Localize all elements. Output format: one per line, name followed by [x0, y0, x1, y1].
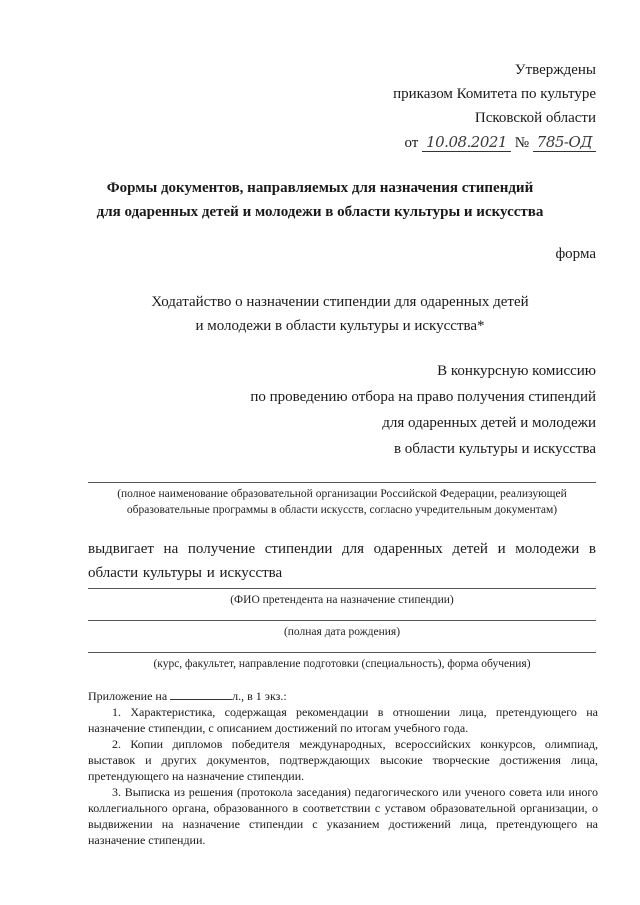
approval-number-value: 785-ОД [533, 133, 596, 152]
addressee-line-1: В конкурсную комиссию [437, 363, 596, 379]
approval-line-3: Псковской области [474, 110, 596, 126]
course-fill-line [88, 652, 596, 653]
approval-number-sign: № [514, 135, 530, 151]
organization-fill-line [88, 482, 596, 483]
form-label: форма [555, 246, 596, 262]
attachment-lead-prefix: Приложение на [88, 689, 168, 703]
attachment-list [88, 688, 598, 848]
birthdate-caption: (полная дата рождения) [283, 626, 401, 638]
attachment-pages-blank [170, 689, 232, 700]
fio-fill-line [88, 588, 596, 589]
document-title-line-2: для одаренных детей и молодежи в области культуры и искусства [96, 204, 544, 220]
document-title-line-1: Формы документов, направляемых для назначения стипендий [106, 180, 534, 196]
document-title [40, 176, 600, 224]
attachment-item-3: 3. Выписка из решения (протокола заседания) педагогического или ученого совета или иного коллегиального органа, образованного в соответствии с уставом образовательной организации, о выдвижении на назначение стипендии с указанием достижений лица, претендующего на назначение стипендии. [88, 785, 598, 847]
course-caption: (курс, факультет, направление подготовки (специальность), форма обучения) [153, 658, 531, 670]
approval-date-line [296, 130, 596, 155]
fio-caption: (ФИО претендента на назначение стипендии) [230, 594, 454, 606]
addressee-line-4: в области культуры и искусства [393, 441, 596, 457]
approval-block [296, 58, 596, 155]
addressee-line-3: для одаренных детей и молодежи [382, 415, 596, 431]
organization-caption: (полное наименование образовательной организации Российской Федерации, реализующей образовательные программы в области искусств, согласно учредительным документам) [117, 488, 567, 516]
attachment-item-1: 1. Характеристика, содержащая рекомендации в отношении лица, претендующего на назначение стипендии, с описанием достижений по итогам учебного года. [88, 705, 598, 735]
petition-title-line-1: Ходатайство о назначении стипендии для одаренных детей [151, 294, 529, 310]
attachment-item-2: 2. Копии дипломов победителя международных, всероссийских конкурсов, олимпиад, выставок и других документов, подтверждающих высокие творческие достижения лица, претендующего на назначение стипендии. [88, 737, 598, 783]
petition-title-line-2: и молодежи в области культуры и искусства* [195, 318, 485, 334]
birthdate-fill-line [88, 620, 596, 621]
addressee-block [176, 358, 596, 462]
approval-line-2: приказом Комитета по культуре [393, 86, 596, 102]
approval-date-value: 10.08.2021 [422, 133, 511, 152]
attachment-lead-suffix: л., в 1 экз.: [232, 689, 287, 703]
approval-line-1: Утверждены [514, 62, 596, 78]
nominate-text: выдвигает на получение стипендии для одаренных детей и молодежи в области культуры и искусства [88, 541, 596, 581]
addressee-line-2: по проведению отбора на право получения стипендий [250, 389, 596, 405]
attachment-lead [88, 688, 598, 704]
petition-title [40, 290, 600, 338]
approval-date-prefix: от [404, 135, 419, 151]
